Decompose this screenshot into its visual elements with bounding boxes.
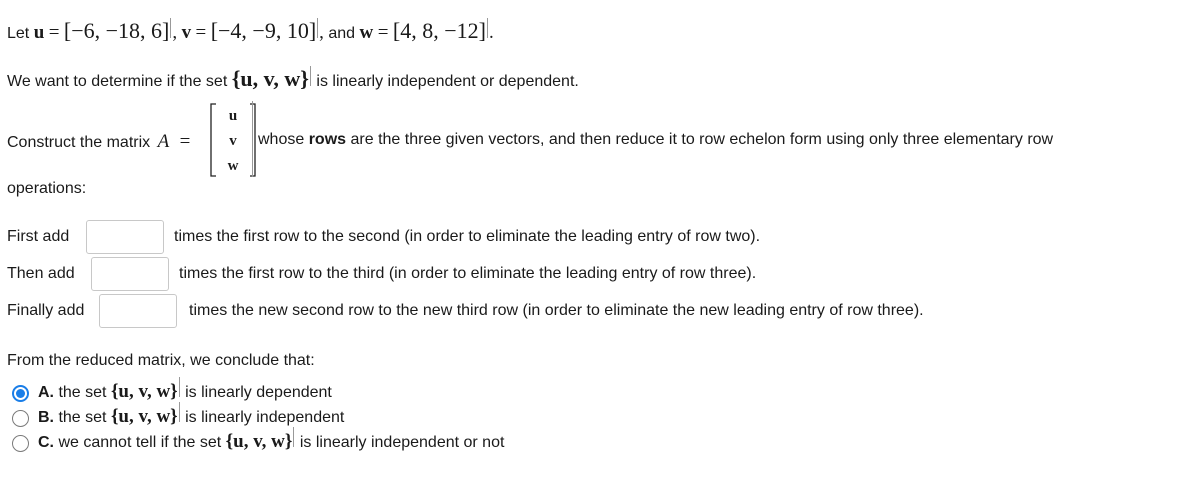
option-c-post: is linearly independent or not <box>299 434 505 451</box>
rows-emphasis: rows <box>308 131 347 148</box>
option-b[interactable] <box>38 402 344 428</box>
statement-pre: We want to determine if the set <box>7 73 228 90</box>
vector-set: {u, v, w} <box>231 66 309 91</box>
let-label: Let <box>7 25 30 42</box>
construct-instruction <box>258 131 1053 149</box>
option-a-pre: the set <box>58 384 107 401</box>
u-value: [−6, −18, 6] <box>63 18 170 43</box>
and-label: and <box>328 25 356 42</box>
option-b-radio[interactable] <box>12 410 29 427</box>
v-symbol: v <box>181 22 192 43</box>
matrix-row-w: w <box>227 158 239 174</box>
v-value: [−4, −9, 10] <box>210 18 317 43</box>
option-c-radio[interactable] <box>12 435 29 452</box>
matrix-row-u: u <box>228 108 238 124</box>
option-a-radio[interactable] <box>12 385 29 402</box>
option-c[interactable] <box>38 427 504 453</box>
vectors-definition: Let u = [−6, −18, 6] , v = [−4, −9, 10] , and w = [4, 8, −12] . <box>7 18 494 43</box>
matrix-row-v: v <box>229 133 237 149</box>
option-b-letter: B. <box>38 409 54 426</box>
construct-post2: are the three given vectors, and then reduce it to row echelon form using only three elementary row <box>350 131 1054 148</box>
step-3-text: times the new second row to the new third row (in order to eliminate the new leading entry of row three). <box>189 302 924 319</box>
conclusion-prompt: From the reduced matrix, we conclude that: <box>7 352 315 369</box>
option-c-letter: C. <box>38 434 54 451</box>
option-a[interactable] <box>38 377 332 403</box>
step-1-multiplier-input[interactable] <box>86 220 164 254</box>
operations-label: operations: <box>7 180 87 197</box>
equals-sign: = <box>377 22 389 43</box>
matrix-rows <box>226 104 240 179</box>
option-b-pre: the set <box>58 409 107 426</box>
step-2-multiplier-input[interactable] <box>91 257 169 291</box>
step-2-text: times the first row to the third (in order to eliminate the leading entry of row three). <box>179 265 757 282</box>
option-b-post: is linearly independent <box>185 409 345 426</box>
w-value: [4, 8, −12] <box>392 18 486 43</box>
w-symbol: w <box>359 22 374 43</box>
option-c-set: {u, v, w} <box>225 431 293 452</box>
option-a-set: {u, v, w} <box>110 381 178 402</box>
step-1-text: times the first row to the second (in order to eliminate the leading entry of row two). <box>174 228 761 245</box>
construct-post1: whose <box>258 131 305 148</box>
matrix-symbol: A <box>157 131 170 152</box>
option-b-set: {u, v, w} <box>110 406 178 427</box>
step-2-label: Then add <box>7 265 75 282</box>
step-3-multiplier-input[interactable] <box>99 294 177 328</box>
equals-sign: = <box>48 22 60 43</box>
option-a-post: is linearly dependent <box>185 384 332 401</box>
option-a-letter: A. <box>38 384 54 401</box>
step-1-label: First add <box>7 228 70 245</box>
option-c-pre: we cannot tell if the set <box>58 434 222 451</box>
step-3-label: Finally add <box>7 302 85 319</box>
statement-post: is linearly independent or dependent. <box>316 73 579 90</box>
equals-sign: = <box>179 131 191 152</box>
construct-label <box>7 131 190 153</box>
construct-pre: Construct the matrix <box>7 134 151 151</box>
question-statement <box>7 66 579 92</box>
u-symbol: u <box>33 22 45 43</box>
equals-sign: = <box>195 22 207 43</box>
